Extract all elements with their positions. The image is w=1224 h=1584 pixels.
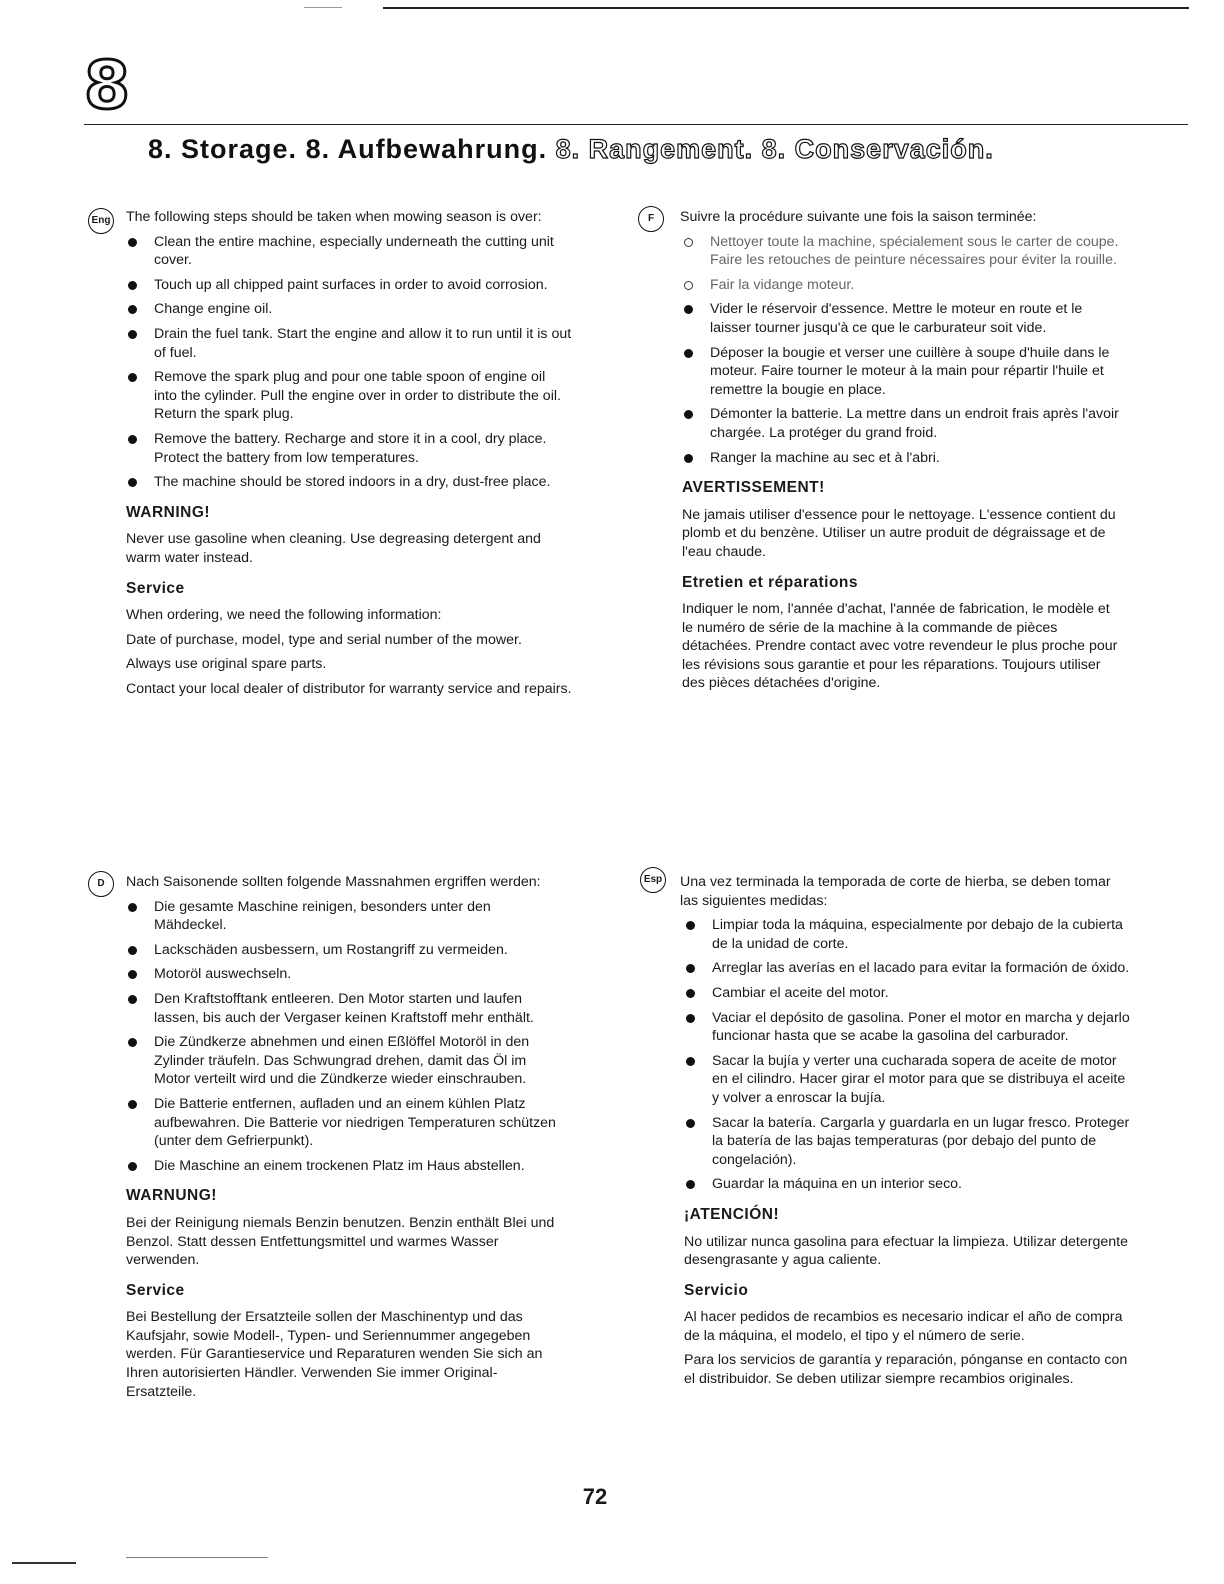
list-item: Guardar la máquina en un interior seco. — [684, 1175, 1130, 1194]
list-item: Sacar la bujía y verter una cucharada sopera de aceite de motor en el cilindro. Hacer girar el motor para que se distribuya el aceite y volver a enroscar la bujía. — [684, 1052, 1130, 1108]
french-steps-list — [682, 233, 1122, 468]
english-service-paragraph: Contact your local dealer of distributor for warranty service and repairs. — [126, 680, 572, 697]
german-language-badge: D — [88, 871, 114, 897]
list-item: Touch up all chipped paint surfaces in order to avoid corrosion. — [126, 276, 572, 295]
german-service-paragraph: Bei Bestellung der Ersatzteile sollen der Maschinentyp und das Kaufsjahr, sowie Modell-, Typen- und Seriennummer angegeben werden. Für Garantieservice und Reparaturen wenden Sie sich an Ihren autorisierten Händler. Verwenden Sie immer Original-Ersatzteile. — [126, 1309, 543, 1400]
list-item: Ranger la machine au sec et à l'abri. — [682, 449, 1122, 468]
bullet-icon — [684, 238, 693, 247]
bottom-rule-mid — [126, 1557, 268, 1558]
bullet-icon — [128, 1038, 137, 1047]
french-language-badge: F — [638, 206, 664, 232]
top-rule — [383, 7, 1189, 9]
bottom-rule-left — [12, 1562, 76, 1564]
list-item: Clean the entire machine, especially underneath the cutting unit cover. — [126, 233, 572, 270]
list-item: Limpiar toda la máquina, especialmente por debajo de la cubierta de la unidad de corte. — [684, 916, 1130, 953]
list-item: Démonter la batterie. La mettre dans un endroit frais après l'avoir chargée. La protéger du grand froid. — [682, 405, 1122, 442]
title-rule — [84, 124, 1188, 125]
french-service-paragraph: Indiquer le nom, l'année d'achat, l'année de fabrication, le modèle et le numéro de série de la machine à la commande de pièces détachées. Prendre contact avec votre revendeur le plus proche pour les révisions sous garantie et pour les réparations. Toujours utiliser des pièces détachées d'origine. — [682, 601, 1118, 692]
title-english: 8. Storage. — [148, 134, 298, 164]
bullet-icon — [128, 995, 137, 1004]
spanish-language-badge: Esp — [640, 867, 666, 893]
list-item: Die Zündkerze abnehmen und einen Eßlöffel Motoröl in den Zylinder träufeln. Das Schwungrad drehen, damit das Öl im Motor verteilt wird und die Zündkerze wieder einschrauben. — [126, 1033, 564, 1089]
english-section — [88, 208, 572, 704]
german-intro: Nach Saisonende sollten folgende Massnahmen ergriffen werden: — [126, 874, 541, 890]
bullet-icon — [128, 903, 137, 912]
spanish-warning-text: No utilizar nunca gasolina para efectuar la limpieza. Utilizar detergente desengrasante y agua caliente. — [684, 1233, 1128, 1269]
list-item: Fair la vidange moteur. — [682, 276, 1122, 295]
spanish-intro: Una vez terminada la temporada de corte de hierba, se deben tomar las siguientes medidas: — [680, 874, 1111, 909]
french-section — [636, 208, 1122, 699]
bullet-icon — [686, 1119, 695, 1128]
bullet-icon — [684, 349, 693, 358]
list-item: Die gesamte Maschine reinigen, besonders unter den Mähdeckel. — [126, 898, 564, 935]
english-service-paragraph: When ordering, we need the following information: — [126, 607, 442, 624]
french-warning-text: Ne jamais utiliser d'essence pour le nettoyage. L'essence contient du plomb et du benzène. Utiliser un autre produit de dégraissage et de l'eau chaude. — [682, 506, 1116, 560]
list-item: Vider le réservoir d'essence. Mettre le moteur en route et le laisser tourner jusqu'à ce que le carburateur soit vide. — [682, 300, 1122, 337]
list-item: Remove the spark plug and pour one table spoon of engine oil into the cylinder. Pull the engine over in order to distribute the oil. Return the spark plug. — [126, 368, 572, 424]
title-french: 8. Rangement. — [555, 134, 754, 164]
title-german: 8. Aufbewahrung. — [305, 134, 548, 164]
spanish-service-paragraph: Para los servicios de garantía y reparación, pónganse en contacto con el distribuidor. Se deben utilizar siempre recambios originales. — [684, 1352, 1128, 1388]
bullet-icon — [128, 1162, 137, 1171]
bullet-icon — [684, 305, 693, 314]
bullet-icon — [684, 410, 693, 419]
french-service-heading: Etretien et réparations — [682, 573, 859, 591]
spanish-service-paragraph: Al hacer pedidos de recambios es necesario indicar el año de compra de la máquina, el modelo, el tipo y el número de serie. — [684, 1309, 1123, 1344]
list-item: Déposer la bougie et verser une cuillère à soupe d'huile dans le moteur. Faire tourner le moteur à la main pour répartir l'huile et remettre la bougie en place. — [682, 344, 1122, 400]
bullet-icon — [686, 921, 695, 930]
list-item: Change engine oil. — [126, 300, 572, 319]
german-warning-text: Bei der Reinigung niemals Benzin benutzen. Benzin enthält Blei und Benzol. Statt dessen Entfettungsmittel und warmes Wasser verwenden. — [126, 1214, 555, 1269]
bullet-icon — [128, 435, 137, 444]
bullet-icon — [686, 1180, 695, 1189]
list-item: Den Kraftstofftank entleeren. Den Motor starten und laufen lassen, bis auch der Vergaser keinen Kraftstoff mehr enthält. — [126, 990, 564, 1027]
english-service-paragraph: Always use original spare parts. — [126, 656, 327, 673]
list-item: Cambiar el aceite del motor. — [684, 984, 1130, 1003]
list-item: Remove the battery. Recharge and store it in a cool, dry place. Protect the battery from low temperatures. — [126, 430, 572, 467]
title-spanish: 8. Conservación. — [761, 134, 994, 164]
german-steps-list — [126, 898, 564, 1176]
bullet-icon — [684, 281, 693, 290]
spanish-steps-list — [684, 916, 1130, 1194]
list-item: Arreglar las averías en el lacado para evitar la formación de óxido. — [684, 959, 1130, 978]
spanish-section — [640, 873, 1130, 1395]
french-warning-heading: AVERTISSEMENT! — [682, 479, 825, 497]
english-service-paragraph: Date of purchase, model, type and serial number of the mower. — [126, 631, 522, 648]
german-section — [88, 873, 564, 1407]
list-item: Sacar la batería. Cargarla y guardarla en un lugar fresco. Proteger la batería de las bajas temperaturas (por debajo del punto de congelación). — [684, 1114, 1130, 1170]
spanish-warning-heading: ¡ATENCIÓN! — [684, 1205, 780, 1223]
bullet-icon — [128, 305, 137, 314]
bullet-icon — [128, 373, 137, 382]
english-warning-heading: WARNING! — [126, 503, 211, 521]
bullet-icon — [686, 1014, 695, 1023]
bullet-icon — [128, 946, 137, 955]
top-rule-short — [304, 7, 342, 8]
bullet-icon — [684, 454, 693, 463]
chapter-number: 8 — [84, 47, 130, 124]
german-service-heading: Service — [126, 1281, 185, 1299]
english-steps-list — [126, 233, 572, 492]
bullet-icon — [128, 970, 137, 979]
bullet-icon — [128, 330, 137, 339]
bullet-icon — [686, 964, 695, 973]
spanish-service-heading: Servicio — [684, 1281, 749, 1299]
french-intro: Suivre la procédure suivante une fois la saison terminée: — [680, 209, 1037, 225]
list-item: Motoröl auswechseln. — [126, 965, 564, 984]
english-warning-text: Never use gasoline when cleaning. Use degreasing detergent and warm water instead. — [126, 531, 541, 566]
bullet-icon — [128, 281, 137, 290]
list-item: Drain the fuel tank. Start the engine and allow it to run until it is out of fuel. — [126, 325, 572, 362]
bullet-icon — [686, 1057, 695, 1066]
german-warning-heading: WARNUNG! — [126, 1187, 217, 1205]
english-intro: The following steps should be taken when mowing season is over: — [126, 209, 542, 225]
bullet-icon — [686, 989, 695, 998]
page-title — [148, 134, 1188, 165]
bullet-icon — [128, 238, 137, 247]
bullet-icon — [128, 478, 137, 487]
list-item: Die Maschine an einem trockenen Platz im Haus abstellen. — [126, 1157, 564, 1176]
list-item: Vaciar el depósito de gasolina. Poner el motor en marcha y dejarlo funcionar hasta que se acabe la gasolina del carburador. — [684, 1009, 1130, 1046]
list-item: Nettoyer toute la machine, spécialement sous le carter de coupe. Faire les retouches de peinture nécessaires pour éviter la rouille. — [682, 233, 1122, 270]
english-service-heading: Service — [126, 579, 185, 597]
list-item: The machine should be stored indoors in a dry, dust-free place. — [126, 473, 572, 492]
english-language-badge: Eng — [88, 208, 114, 234]
list-item: Die Batterie entfernen, aufladen und an einem kühlen Platz aufbewahren. Die Batterie vor niedrigen Temperaturen schützen (unter dem Gefrierpunkt). — [126, 1095, 564, 1151]
page-number: 72 — [582, 1484, 608, 1509]
bullet-icon — [128, 1100, 137, 1109]
list-item: Lackschäden ausbessern, um Rostangriff zu vermeiden. — [126, 941, 564, 960]
